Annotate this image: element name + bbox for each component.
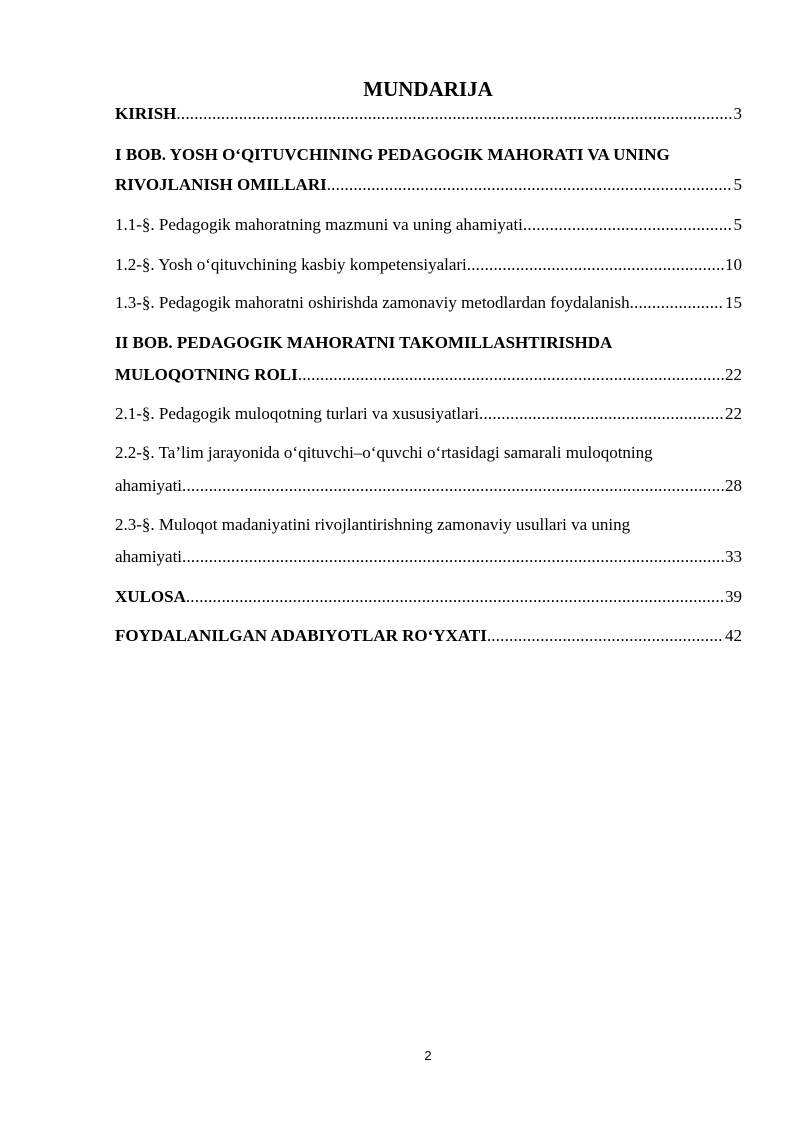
toc-entry-label: 1.3-§. Pedagogik mahoratni oshirishda zamonaviy metodlardan foydalanish [115,293,630,312]
toc-entry-section-1-3[interactable] [115,292,742,314]
toc-entry-label: FOYDALANILGAN ADABIYOTLAR RO‘YXATI [115,626,487,645]
toc-entry-label: 1.2-§. Yosh o‘qituvchining kasbiy kompetensiyalari [115,255,467,274]
toc-chapter2-title-line1[interactable] [115,332,742,354]
toc-page-number: 3 [733,104,742,123]
toc-entry-label: ahamiyati [115,476,183,495]
toc-entry-label: 2.2-§. Ta’lim jarayonida o‘qituvchi–o‘quvchi o‘rtasidagi samarali muloqotning [115,443,653,462]
leader-dots [487,625,724,647]
toc-page-number: 28 [725,476,742,495]
table-of-contents [115,0,742,1131]
page-number-footer: 2 [424,1048,432,1063]
leader-dots [523,214,733,236]
toc-page-number: 5 [733,175,742,194]
page-title: MUNDARIJA [363,77,493,101]
leader-dots [182,475,724,497]
toc-entry-section-2-2-line2[interactable] [115,475,742,497]
toc-page-number: 33 [725,547,742,566]
toc-chapter2-title-line2[interactable] [115,364,742,386]
toc-entry-label: MULOQOTNING ROLI [115,365,298,384]
toc-page-number: 42 [725,626,742,645]
toc-page-number: 15 [725,293,742,312]
leader-dots [182,546,724,568]
toc-entry-label: II BOB. PEDAGOGIK MAHORATNI TAKOMILLASHTIRISHDA [115,333,613,352]
toc-entry-section-2-3-line2[interactable] [115,546,742,568]
toc-entry-label: 2.1-§. Pedagogik muloqotning turlari va xususiyatlari [115,404,480,423]
toc-entry-xulosa[interactable] [115,586,742,608]
leader-dots [467,254,724,276]
toc-page-number: 22 [725,404,742,423]
toc-page-number: 5 [733,215,742,234]
toc-entry-label: XULOSA [115,587,186,606]
toc-entry-references[interactable] [115,625,742,647]
toc-entry-section-1-1[interactable] [115,214,742,236]
toc-entry-section-2-3-line1[interactable] [115,514,742,536]
toc-entry-label: I BOB. YOSH O‘QITUVCHINING PEDAGOGIK MAHORATI VA UNING [115,145,670,164]
toc-entry-label: RIVOJLANISH OMILLARI [115,175,327,194]
leader-dots [298,364,724,386]
toc-chapter1-title-line1[interactable] [115,144,742,166]
toc-entry-label: 2.3-§. Muloqot madaniyatini rivojlantirishning zamonaviy usullari va uning [115,515,631,534]
toc-entry-section-2-1[interactable] [115,403,742,425]
toc-entry-label: KIRISH [115,104,177,123]
toc-chapter1-title-line2[interactable] [115,174,742,196]
leader-dots [630,292,724,314]
toc-entry-label: ahamiyati [115,547,183,566]
toc-page-number: 39 [725,587,742,606]
leader-dots [176,103,732,125]
toc-page-number: 10 [725,255,742,274]
leader-dots [186,586,724,608]
toc-entry-section-2-2-line1[interactable] [115,442,742,464]
toc-entry-label: 1.1-§. Pedagogik mahoratning mazmuni va uning ahamiyati [115,215,523,234]
toc-page-number: 22 [725,365,742,384]
leader-dots [479,403,724,425]
toc-entry-kirish[interactable] [115,103,742,125]
leader-dots [327,174,733,196]
toc-entry-section-1-2[interactable] [115,254,742,276]
